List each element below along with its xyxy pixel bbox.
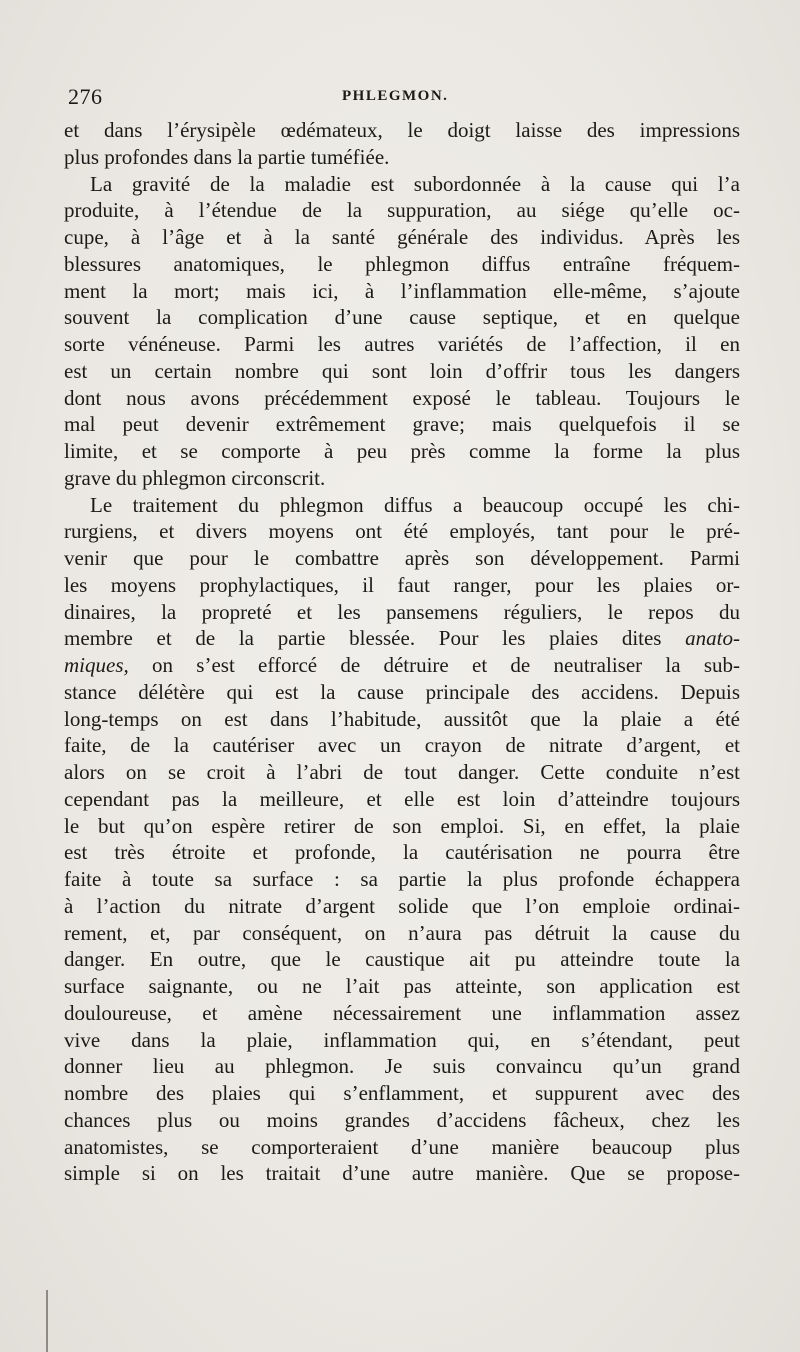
- gutter-mark: [46, 1290, 48, 1352]
- text-line: [64, 679, 740, 706]
- line-text: vive dans la plaie, inflammation qui, en s’étendant, peut: [64, 1027, 740, 1052]
- line-text: souvent la complication d’une cause septique, et en quelque: [64, 305, 740, 330]
- line-text: cependant pas la meilleure, et elle est loin d’atteindre toujours: [64, 786, 740, 811]
- text-line: [64, 224, 740, 251]
- line-text: dinaires, la propreté et les pansemens réguliers, le repos du: [64, 599, 740, 624]
- text-line: [64, 117, 740, 144]
- line-text: stance délétère qui est la cause principale des accidens. Depuis: [64, 679, 740, 704]
- line-text: long-temps on est dans l’habitude, aussitôt que la plaie a été: [64, 706, 740, 731]
- text-line: [64, 813, 740, 840]
- text-line: [64, 893, 740, 920]
- line-text: simple si on les traitait d’une autre manière. Que se propose-: [64, 1161, 740, 1186]
- line-text: limite, et se comporte à peu près comme la forme la plus: [64, 439, 740, 463]
- text-line: [64, 331, 740, 358]
- line-text: rurgiens, et divers moyens ont été employés, tant pour le pré-: [64, 519, 740, 544]
- text-line: [64, 946, 740, 973]
- text-line: [64, 1027, 740, 1054]
- text-line: [64, 171, 740, 198]
- text-line: [64, 732, 740, 759]
- line-text: douloureuse, et amène nécessairement une inflammation assez: [64, 1000, 740, 1025]
- text-line: [64, 518, 740, 545]
- page-header: [68, 84, 740, 114]
- line-text: cupe, à l’âge et à la santé générale des individus. Après les: [64, 225, 740, 249]
- line-text: dont nous avons précédemment exposé le tableau. Toujours le: [64, 385, 740, 410]
- text-line: [64, 652, 740, 679]
- text-line: [64, 304, 740, 331]
- text-line: [64, 920, 740, 947]
- line-text: venir que pour le combattre après son développement. Parmi: [64, 546, 740, 570]
- line-text: faite, de la cautériser avec un crayon de nitrate d’argent, et: [64, 733, 740, 758]
- text-line: [64, 1160, 740, 1187]
- line-text: chances plus ou moins grandes d’accidens fâcheux, chez les: [64, 1107, 740, 1132]
- text-line: [64, 197, 740, 224]
- text-line: [64, 1080, 740, 1107]
- text-line: [64, 1053, 740, 1080]
- line-text: grave du phlegmon circonscrit.: [64, 465, 326, 490]
- text-line: [64, 973, 740, 1000]
- line-text: mal peut devenir extrêmement grave; mais quelquefois il se: [64, 412, 740, 437]
- line-text: La gravité de la maladie est subordonnée à la cause qui l’a: [90, 171, 740, 196]
- text-line: [64, 839, 740, 866]
- line-text: donner lieu au phlegmon. Je suis convaincu qu’un grand: [64, 1054, 740, 1079]
- line-text: rement, et, par conséquent, on n’aura pas détruit la cause du: [64, 920, 740, 945]
- text-line: [64, 625, 740, 652]
- line-text: alors on se croit à l’abri de tout danger. Cette conduite n’est: [64, 760, 740, 784]
- line-text: anatomistes, se comporteraient d’une manière beaucoup plus: [64, 1134, 740, 1159]
- text-line: [64, 251, 740, 278]
- text-line: [64, 759, 740, 786]
- text-line: [64, 358, 740, 385]
- text-line: [64, 866, 740, 893]
- line-text: sorte vénéneuse. Parmi les autres variétés de l’affection, il en: [64, 332, 740, 356]
- text-line: [64, 465, 740, 492]
- line-text: danger. En outre, que le caustique ait pu atteindre toute la: [64, 947, 740, 972]
- text-line: [64, 1000, 740, 1027]
- line-text: faite à toute sa surface : sa partie la plus profonde échappera: [64, 867, 740, 891]
- line-text: blessures anatomiques, le phlegmon diffus entraîne fréquem-: [64, 251, 740, 276]
- text-line: [64, 1107, 740, 1134]
- text-line: [64, 492, 740, 519]
- line-text: membre et de la partie blessée. Pour les plaies dites: [64, 626, 686, 651]
- text-line: [64, 545, 740, 572]
- line-text: et dans l’érysipèle œdémateux, le doigt laisse des impressions: [64, 118, 740, 142]
- text-line: [64, 438, 740, 465]
- text-line: [64, 278, 740, 305]
- italic-text: miques,: [64, 653, 153, 677]
- italic-text: anato-: [685, 626, 740, 651]
- line-text: nombre des plaies qui s’enflamment, et suppurent avec des: [64, 1081, 740, 1105]
- line-text: plus profondes dans la partie tuméfiée.: [64, 144, 390, 169]
- text-line: [64, 385, 740, 412]
- line-text: est un certain nombre qui sont loin d’offrir tous les dangers: [64, 358, 740, 383]
- line-text: on s’est efforcé de détruire et de neutraliser la sub-: [152, 653, 740, 677]
- text-line: [64, 144, 740, 171]
- line-text: ment la mort; mais ici, à l’inflammation elle-même, s’ajoute: [64, 278, 740, 303]
- text-line: [64, 706, 740, 733]
- line-text: est très étroite et profonde, la cautérisation ne pourra être: [64, 840, 740, 865]
- line-text: produite, à l’étendue de la suppuration, au siége qu’elle oc-: [64, 198, 740, 223]
- text-line: [64, 1134, 740, 1161]
- running-head: PHLEGMON.: [342, 88, 449, 104]
- text-line: [64, 599, 740, 626]
- page-number: 276: [68, 84, 103, 109]
- text-line: [64, 411, 740, 438]
- text-line: [64, 786, 740, 813]
- line-text: surface saignante, ou ne l’ait pas atteinte, son application est: [64, 974, 740, 998]
- line-text: les moyens prophylactiques, il faut ranger, pour les plaies or-: [64, 572, 740, 597]
- line-text: à l’action du nitrate d’argent solide que l’on emploie ordinai-: [64, 893, 740, 918]
- text-line: [64, 572, 740, 599]
- line-text: Le traitement du phlegmon diffus a beaucoup occupé les chi-: [90, 492, 740, 517]
- body-text: [64, 117, 740, 1187]
- line-text: le but qu’on espère retirer de son emploi. Si, en effet, la plaie: [64, 813, 740, 838]
